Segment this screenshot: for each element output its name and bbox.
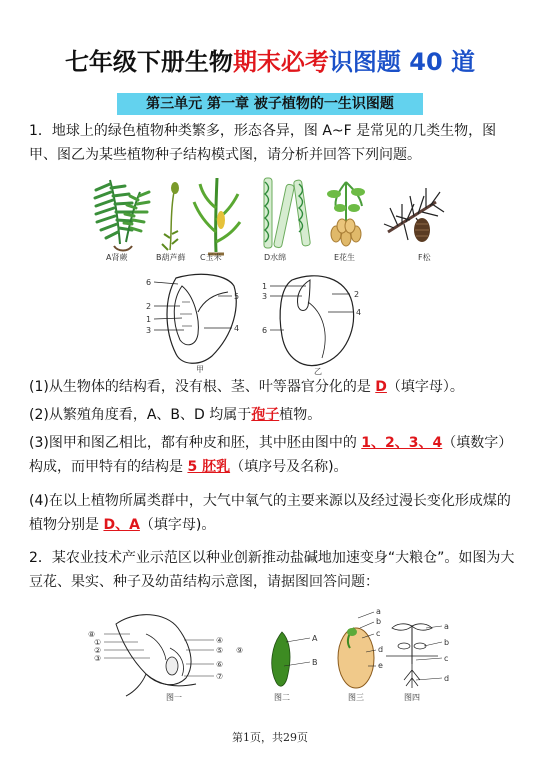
section-banner: 第三单元 第一章 被子植物的一生识图题: [117, 93, 423, 115]
seed-jia-label-1: 1: [146, 315, 152, 324]
fig4-caption: 图四: [404, 693, 420, 702]
seed-jia-label-4: 4: [234, 324, 240, 333]
pod-label-b: B: [312, 658, 318, 667]
seedling-label-a: a: [444, 622, 449, 631]
seed3-label-e: e: [378, 661, 383, 670]
seedling-label-b: b: [444, 638, 450, 647]
seed3-label-c: c: [376, 629, 381, 638]
flower-label-9: ⑨: [236, 646, 244, 655]
flower-diagram: [88, 615, 243, 702]
flower-label-7: ⑦: [216, 672, 224, 681]
q1-sub4-answer: D、A: [103, 517, 140, 533]
plant-caption-f: F松: [418, 253, 431, 262]
flower-label-6: ⑥: [216, 660, 224, 669]
q1-sub2-answer: 孢子: [251, 407, 280, 423]
fig3-caption: 图三: [348, 693, 364, 702]
seedling-diagram: [386, 622, 449, 702]
q1-sub3-mid: （填数字）构成，而甲特有的结构是: [29, 435, 513, 475]
seed-yi-caption: 乙: [314, 367, 322, 376]
flower-label-4: ④: [216, 636, 224, 645]
bean-seed-diagram: [338, 607, 383, 702]
seed-yi-label-6: 6: [262, 326, 268, 335]
seed-yi-label-4: 4: [356, 308, 362, 317]
flower-label-8: ⑧: [88, 630, 96, 639]
seed-yi-label-1: 1: [262, 282, 268, 291]
seed-jia-caption: 甲: [196, 365, 204, 374]
seedling-label-c: c: [444, 654, 449, 663]
seed3-label-a: a: [376, 607, 381, 616]
fig1-caption: 图一: [166, 693, 182, 702]
moss-illustration: [162, 182, 179, 250]
q1-sub1-answer: D: [375, 379, 387, 395]
q1-sub1-text: (1)从生物体的结构看，没有根、茎、叶等器官分化的是: [29, 379, 376, 395]
seed-yi-diagram: [262, 276, 361, 376]
page-title: [0, 42, 540, 77]
q1-sub3-answer-2: 5 胚乳: [187, 459, 231, 475]
seed-yi-label-2: 2: [354, 290, 360, 299]
q2-stem: 2．某农业技术产业示范区以种业创新推动盐碱地加速变身“大粮仓”。如图为大豆花、果实、种子及幼苗结构示意图，请据图回答问题：: [29, 550, 515, 590]
plant-caption-e: E花生: [334, 253, 356, 262]
seed-jia-diagram: [146, 274, 239, 374]
seed-jia-label-5: 5: [234, 292, 240, 301]
flower-label-5: ⑤: [216, 646, 224, 655]
q1-stem: 1．地球上的绿色植物种类繁多，形态各异，图 A~F 是常见的几类生物，图甲、图乙为某些植物种子结构模式图，请分析并回答下列问题。: [29, 123, 497, 163]
corn-illustration: [194, 178, 240, 254]
fig2-caption: 图二: [274, 693, 290, 702]
page-number: 第1页，共29页: [232, 731, 308, 744]
seed-diagrams: [142, 272, 372, 376]
q1-sub4-text: (4)在以上植物所属类群中，大气中氧气的主要来源以及经过漫长变化形成煤的植物分别是: [29, 493, 511, 533]
q1-sub4-tail: （填字母)。: [139, 517, 216, 533]
q1-sub1-tail: （填字母）。: [386, 379, 464, 395]
fern-illustration: [95, 180, 149, 251]
seed3-label-b: b: [376, 617, 382, 626]
plant-caption-d: D水绵: [264, 253, 287, 262]
pod-diagram: [272, 632, 318, 702]
title-part-1: 七年级下册生物: [64, 48, 233, 76]
flower-label-2: ②: [94, 646, 102, 655]
flower-label-3: ③: [94, 654, 102, 663]
plants-figure: [88, 172, 468, 264]
plant-caption-a: A肾蕨: [106, 253, 128, 262]
title-part-2: 期末必考: [232, 48, 329, 76]
q1-sub2: [29, 403, 515, 427]
seed3-label-d: d: [378, 645, 384, 654]
q1-sub3: [29, 431, 515, 479]
q1-sub2-tail: 植物。: [279, 407, 322, 423]
q1-sub4: [29, 489, 515, 537]
pine-illustration: [384, 188, 444, 242]
pod-label-a: A: [312, 634, 318, 643]
title-part-3: 识图题 40 道: [328, 48, 476, 76]
seed-jia-label-3: 3: [146, 326, 152, 335]
seed-yi-label-3: 3: [262, 292, 268, 301]
q1-sub3-tail: （填序号及名称)。: [230, 459, 348, 475]
q1-sub3-text: (3)图甲和图乙相比，都有种皮和胚，其中胚由图中的: [29, 435, 362, 451]
seed-jia-label-2: 2: [146, 302, 152, 311]
q1-sub3-answer-1: 1、2、3、4: [361, 435, 443, 451]
seed-jia-label-6: 6: [146, 278, 152, 287]
plant-caption-b: B葫芦藓: [156, 253, 186, 262]
q1-sub1: [29, 375, 515, 399]
flower-label-1: ①: [94, 638, 102, 647]
q1-sub2-text: (2)从繁殖角度看，A、B、D 均属于: [29, 407, 252, 423]
spirogyra-illustration: [264, 178, 311, 248]
q2-figures: [86, 604, 466, 704]
peanut-illustration: [327, 182, 365, 246]
seedling-label-d: d: [444, 674, 450, 683]
plant-caption-c: C玉米: [200, 253, 222, 262]
